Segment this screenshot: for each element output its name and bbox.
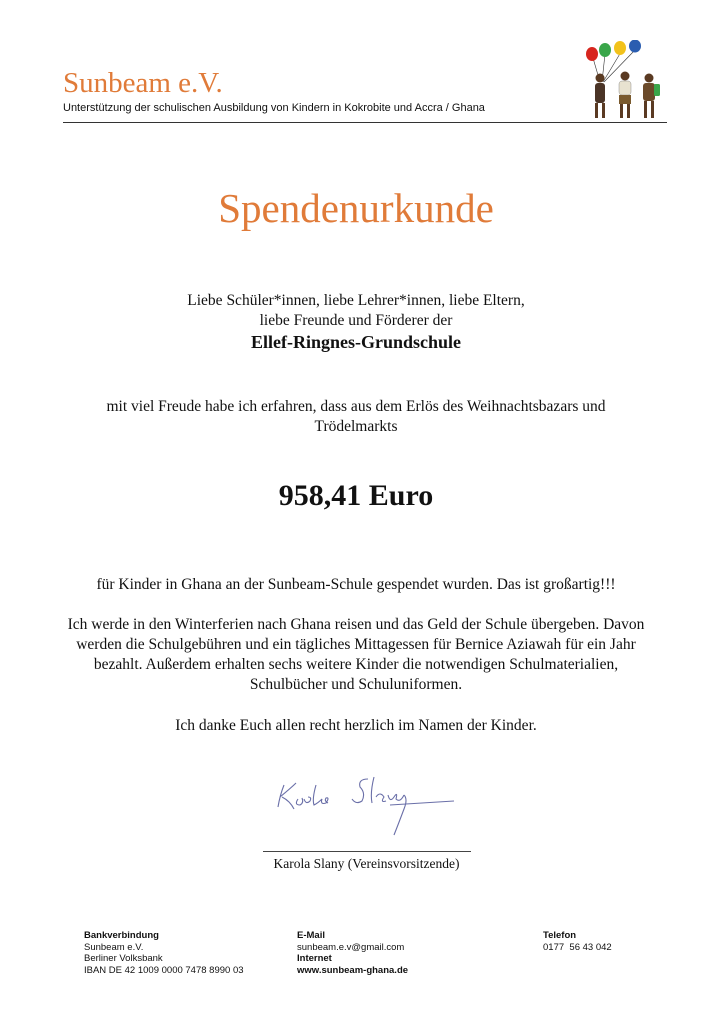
footer-contact [297, 930, 408, 976]
website-link[interactable]: www.sunbeam-ghana.de [297, 964, 409, 976]
bank-institute: Berliner Volksbank [84, 953, 163, 964]
bank-heading: Bankverbindung [84, 930, 159, 941]
intro-text: mit viel Freude habe ich erfahren, dass aus dem Erlös des Weihnachtsbazars und Trödelmarkts [106, 398, 606, 435]
thanks-line: Ich danke Euch allen recht herzlich im Namen der Kinder. [175, 717, 537, 734]
signer-name: Karola Slany (Vereinsvorsitzende) [273, 856, 460, 871]
org-subtitle: Unterstützung der schulischen Ausbildung von Kindern in Kokrobite und Accra / Ghana [63, 102, 485, 114]
phone-heading: Telefon [543, 930, 577, 941]
donated-line: für Kinder in Ghana an der Sunbeam-Schule gespendet wurden. Das ist großartig!!! [96, 576, 616, 593]
signature-line [263, 851, 471, 852]
certificate-title: Spendenurkunde [218, 185, 494, 231]
school-name: Ellef-Ringnes-Grundschule [250, 332, 462, 352]
greeting-line-1: Liebe Schüler*innen, liebe Lehrer*innen, liebe Eltern, [187, 292, 525, 309]
donation-amount: 958,41 Euro [278, 479, 434, 512]
handwritten-signature [270, 765, 470, 845]
iban: IBAN DE 42 1009 0000 7478 8990 03 [84, 964, 244, 976]
greeting [0, 291, 712, 331]
header-divider [63, 122, 667, 123]
footer-bank [84, 930, 244, 976]
bank-account-name: Sunbeam e.V. [84, 941, 144, 953]
org-name: Sunbeam e.V. [63, 67, 223, 99]
details-paragraph: Ich werde in den Winterferien nach Ghana reisen und das Geld der Schule übergeben. Davon werden die Schulgebühren und ein tägliches Mittagessen für Bernice Aziawah für ein Jahr bezahlt. Außerdem erhalten sechs weitere Kinder die notwendigen Schulmaterialien, Schulbücher und Schuluniformen. [67, 616, 645, 693]
footer-phone [543, 930, 612, 953]
email-address[interactable]: sunbeam.e.v@gmail.com [297, 941, 405, 953]
letterhead [63, 66, 667, 124]
children-balloons-logo [583, 40, 669, 124]
greeting-line-2: liebe Freunde und Förderer der [259, 312, 453, 329]
email-heading: E-Mail [297, 930, 325, 941]
phone-number: 0177 56 43 042 [543, 941, 612, 953]
internet-heading: Internet [297, 953, 332, 964]
